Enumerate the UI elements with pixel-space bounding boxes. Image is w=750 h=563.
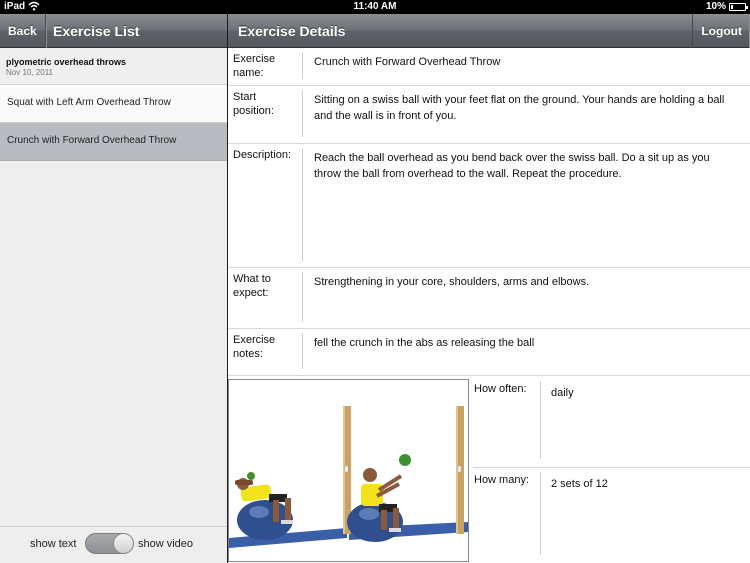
exercise-notes-label: Exercise notes:: [233, 334, 276, 360]
clock: 11:40 AM: [353, 1, 397, 12]
exercise-name-value: Crunch with Forward Overhead Throw: [314, 56, 501, 68]
exercise-details-navbar: [228, 14, 750, 48]
list-item-crunch-forward-overhead-throw[interactable]: [0, 123, 227, 161]
split-divider: [227, 14, 228, 563]
description-row: [228, 144, 750, 268]
exercise-name-label: Exercise name:: [233, 53, 276, 79]
exercise-details-panel: [228, 48, 750, 563]
toggle-knob[interactable]: [113, 533, 134, 554]
text-video-toggle[interactable]: [85, 533, 134, 554]
battery-icon: [729, 3, 746, 11]
exercise-list-title: Exercise List: [53, 23, 140, 39]
exercise-notes-value: fell the crunch in the abs as releasing the ball: [314, 337, 535, 349]
section-title: plyometric overhead throws: [6, 57, 127, 67]
what-to-expect-value: Strengthening in your core, shoulders, arms and elbows.: [314, 276, 590, 288]
status-bar: [0, 0, 750, 14]
how-often-row: [473, 377, 750, 468]
logout-button[interactable]: Logout: [692, 14, 750, 48]
how-many-value: 2 sets of 12: [551, 478, 608, 490]
what-to-expect-label: What to expect:: [233, 273, 271, 299]
list-item-label: Squat with Left Arm Overhead Throw: [7, 97, 171, 108]
field-divider: [540, 381, 541, 459]
field-divider: [540, 472, 541, 555]
how-many-label: How many:: [474, 474, 530, 486]
how-many-row: [473, 468, 750, 563]
show-text-label: show text: [30, 538, 77, 550]
how-often-value: daily: [551, 387, 574, 399]
list-item-label: Crunch with Forward Overhead Throw: [7, 135, 177, 146]
battery-percent: 10%: [705, 1, 726, 12]
exercise-details-title: Exercise Details: [238, 23, 346, 39]
start-position-label: Start position:: [233, 91, 274, 117]
list-item-squat-left-arm-overhead-throw[interactable]: [0, 85, 227, 123]
carrier-label: iPad: [4, 1, 26, 12]
what-to-expect-row: [228, 268, 750, 329]
start-position-value: Sitting on a swiss ball with your feet flat on the ground. Your hands are holding a ball and the wall is in front of you.: [314, 94, 725, 122]
exercise-list-navbar: [0, 14, 227, 48]
description-label: Description:: [233, 149, 292, 161]
exercise-list-sidebar: [0, 48, 227, 563]
exercise-name-row: [228, 48, 750, 86]
description-value: Reach the ball overhead as you bend back over the swiss ball. Do a sit up as you throw the ball from overhead to the wall. Repeat the procedure.: [314, 152, 710, 180]
exercise-notes-row: [228, 329, 750, 376]
exercise-illustration: [229, 380, 468, 561]
field-divider: [302, 333, 303, 369]
section-date: Nov 10, 2011: [6, 68, 53, 77]
field-divider: [302, 90, 303, 137]
list-section-header: [0, 48, 227, 85]
show-video-label: show video: [138, 538, 194, 550]
view-mode-footer: [0, 526, 227, 563]
field-divider: [302, 272, 303, 322]
start-position-row: [228, 86, 750, 144]
how-often-label: How often:: [474, 383, 527, 395]
field-divider: [302, 148, 303, 261]
field-divider: [302, 52, 303, 79]
exercise-image: [228, 379, 469, 562]
back-button[interactable]: Back: [0, 14, 46, 48]
